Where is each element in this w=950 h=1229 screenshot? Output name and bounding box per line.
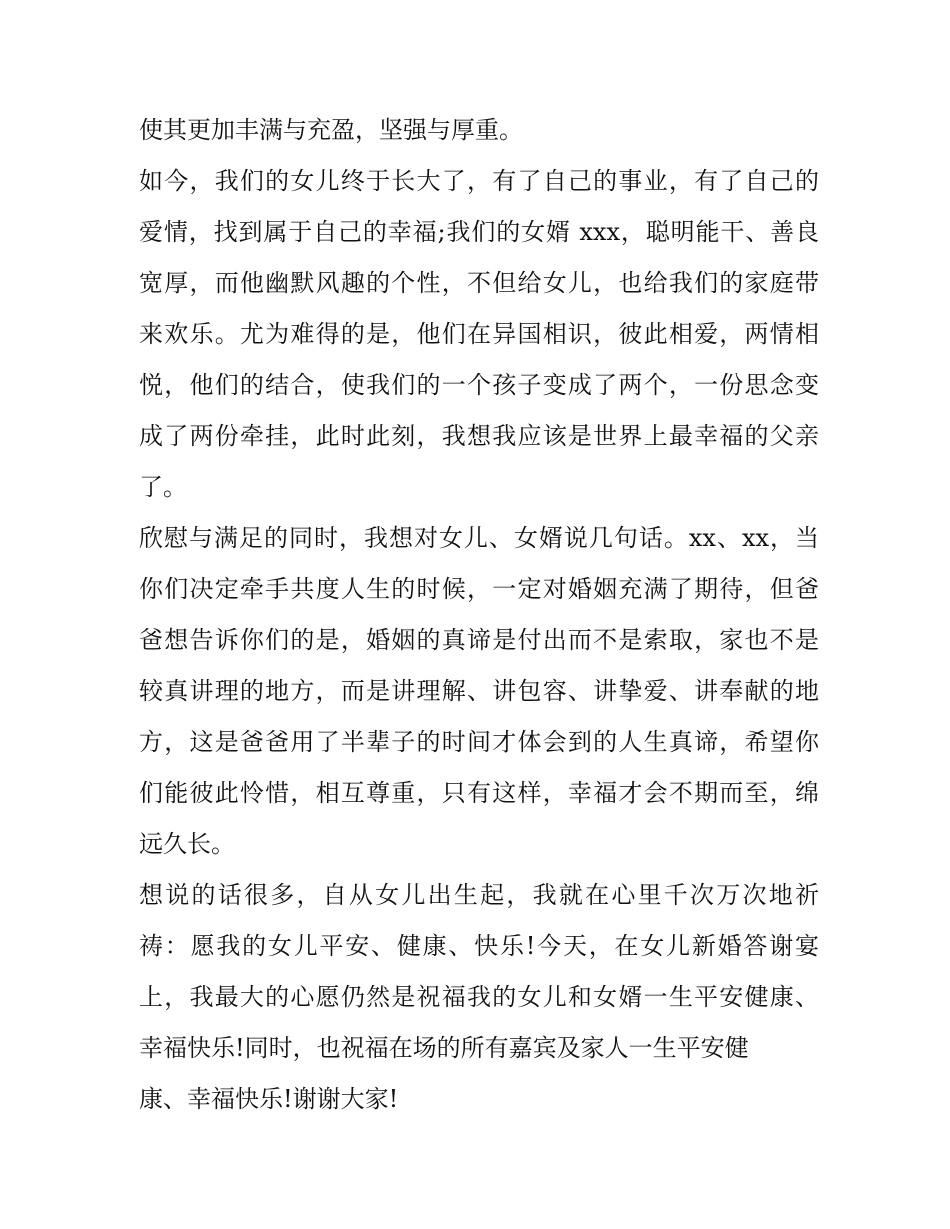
text-line: 如今，我们的女儿终于长大了，有了自己的事业，有了自己的	[139, 167, 819, 195]
text-line: 祷：愿我的女儿平安、健康、快乐!今天，在女儿新婚答谢宴	[139, 932, 819, 960]
text-line: 较真讲理的地方，而是讲理解、讲包容、讲挚爱、讲奉献的地	[139, 677, 819, 705]
text-line: 宽厚，而他幽默风趣的个性，不但给女儿，也给我们的家庭带	[139, 269, 819, 297]
text-line: 使其更加丰满与充盈，坚强与厚重。	[139, 116, 523, 144]
text-line: 想说的话很多，自从女儿出生起，我就在心里千次万次地祈	[139, 881, 819, 909]
text-line: 康、幸福快乐!谢谢大家!	[139, 1085, 399, 1113]
text-line: 爱情，找到属于自己的幸福;我们的女婿 xxx，聪明能干、善良	[139, 218, 819, 246]
text-line: 远久长。	[139, 830, 235, 858]
text-line: 爸想告诉你们的是，婚姻的真谛是付出而不是索取，家也不是	[139, 626, 819, 654]
text-line: 幸福快乐!同时，也祝福在场的所有嘉宾及家人一生平安健	[139, 1034, 749, 1062]
text-line: 们能彼此怜惜，相互尊重，只有这样，幸福才会不期而至，绵	[139, 779, 819, 807]
text-line: 你们决定牵手共度人生的时候，一定对婚姻充满了期待，但爸	[139, 575, 819, 603]
text-line: 方，这是爸爸用了半辈子的时间才体会到的人生真谛，希望你	[139, 728, 819, 756]
text-line: 成了两份牵挂，此时此刻，我想我应该是世界上最幸福的父亲	[139, 422, 819, 450]
text-line: 悦，他们的结合，使我们的一个孩子变成了两个，一份思念变	[139, 371, 819, 399]
speech-text-body	[139, 105, 819, 1125]
text-line: 来欢乐。尤为难得的是，他们在异国相识，彼此相爱，两情相	[139, 320, 819, 348]
text-line: 了。	[139, 473, 187, 501]
text-line: 欣慰与满足的同时，我想对女儿、女婿说几句话。xx、xx，当	[139, 524, 819, 552]
text-line: 上，我最大的心愿仍然是祝福我的女儿和女婿一生平安健康、	[139, 983, 819, 1011]
